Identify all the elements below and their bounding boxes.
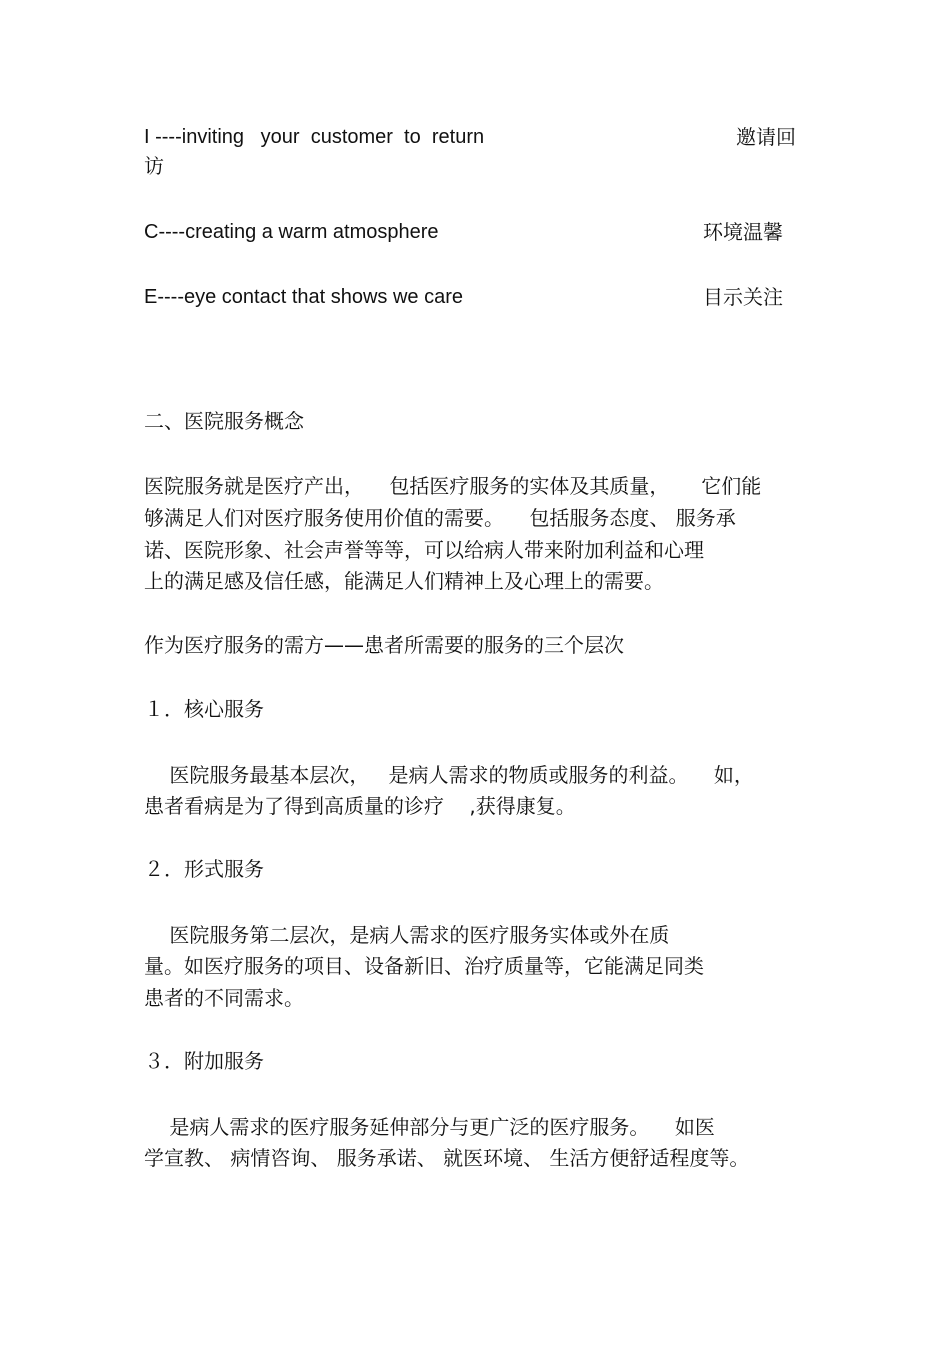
item-text-line: 患者的不同需求。	[144, 986, 304, 1010]
acronym-line-i-en: I ----inviting your customer to return	[144, 126, 485, 148]
paragraph-line: 够满足人们对医疗服务使用价值的需要。 包括服务态度、 服务承	[144, 506, 736, 530]
acronym-line-c-en: C----creating a warm atmosphere	[144, 221, 439, 243]
item-title-form: ２．形式服务	[144, 857, 264, 881]
item-text-line: 患者看病是为了得到高质量的诊疗 ,获得康复。	[144, 794, 576, 818]
item-title-additional: ３．附加服务	[144, 1049, 264, 1073]
levels-intro: 作为医疗服务的需方——患者所需要的服务的三个层次	[144, 633, 624, 657]
paragraph-line: 上的满足感及信任感，能满足人们精神上及心理上的需要。	[144, 569, 664, 593]
item-text-line: 医院服务最基本层次， 是病人需求的物质或服务的利益。 如，	[144, 763, 754, 787]
acronym-line-e-zh: 目示关注	[703, 285, 783, 309]
paragraph-line: 诺、医院形象、社会声誉等等，可以给病人带来附加利益和心理	[144, 538, 704, 562]
section-heading: 二、医院服务概念	[144, 409, 304, 433]
item-text-line: 量。如医疗服务的项目、设备新旧、治疗质量等，它能满足同类	[144, 954, 704, 978]
paragraph-line: 医院服务就是医疗产出， 包括医疗服务的实体及其质量， 它们能	[144, 474, 762, 498]
item-text-line: 学宣教、 病情咨询、 服务承诺、 就医环境、 生活方便舒适程度等。	[144, 1146, 750, 1170]
item-text-line: 医院服务第二层次，是病人需求的医疗服务实体或外在质	[144, 923, 670, 947]
acronym-line-c-zh: 环境温馨	[703, 220, 783, 244]
item-text-line: 是病人需求的医疗服务延伸部分与更广泛的医疗服务。 如医	[144, 1115, 715, 1139]
acronym-line-i-zh: 邀请回	[736, 125, 796, 149]
acronym-line-e-en: E----eye contact that shows we care	[144, 286, 464, 308]
acronym-line-i-zh-wrap: 访	[144, 154, 164, 178]
item-title-core: １．核心服务	[144, 697, 264, 721]
